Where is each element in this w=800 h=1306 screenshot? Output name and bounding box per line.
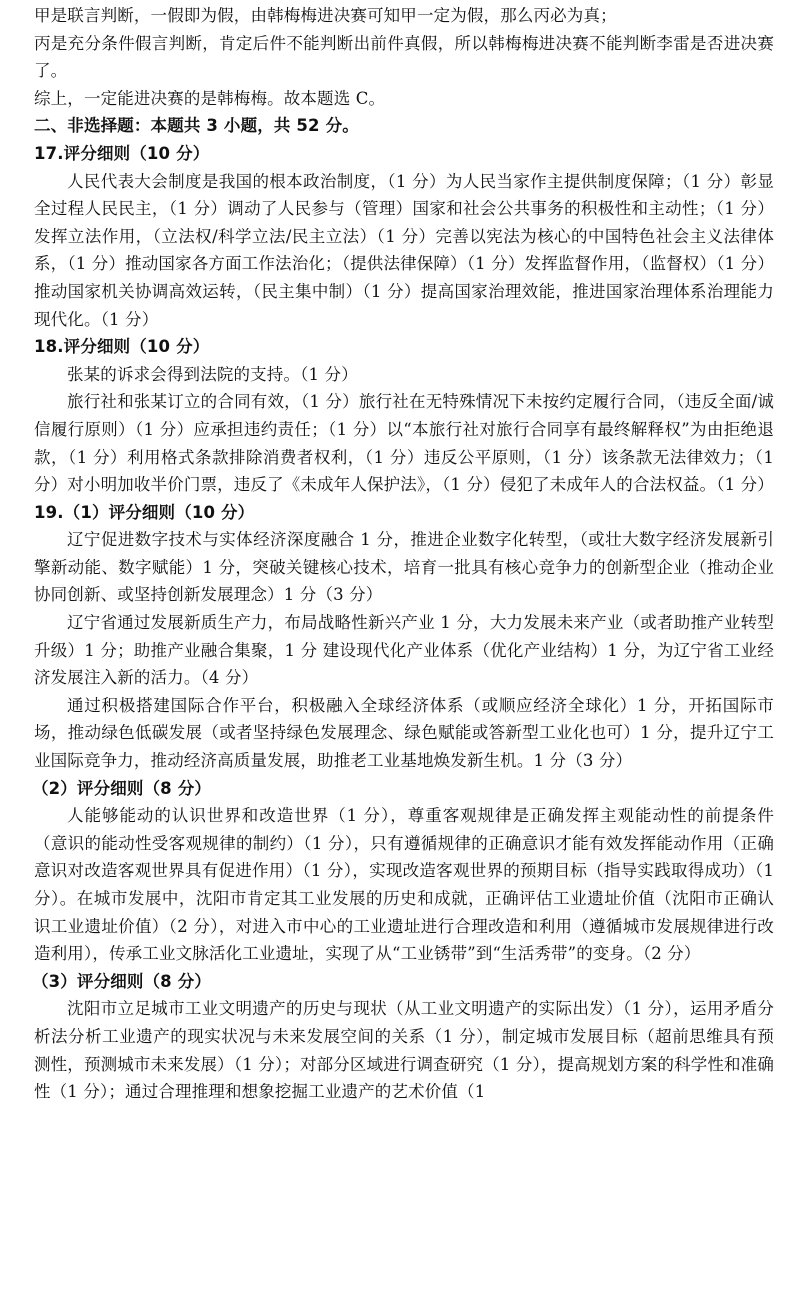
q18-heading: 18.评分细则（10 分）	[34, 337, 210, 357]
q19-part3-heading: （3）评分细则（8 分）	[32, 971, 212, 991]
q19-paragraph-4: 人能够能动的认识世界和改造世界（1 分），尊重客观规律是正确发挥主观能动性的前提条件（意识的能动性受客观规律的制约）（1 分），只有遵循规律的正确意识才能有效发挥能动作用（正确意识对改造客观世界具有促进作用）（1 分），实现改造客观世界的预期目标（指导实践取得成功）（1 分）。在城市发展中，沈阳市肯定其工业发展的历史和成就，正确评估工业遗址价值（沈阳市正确认识工业遗址价值）（2 分），对进入市中心的工业遗址进行合理改造和利用（遵循城市发展规律进行改造利用），传承工业文脉活化工业遗址，实现了从“工业锈带”到“生活秀带”的变身。（2 分）	[34, 806, 774, 964]
q18-paragraph-1: 张某的诉求会得到法院的支持。（1 分）	[67, 364, 358, 384]
answer-line-1: 甲是联言判断，一假即为假，由韩梅梅进决赛可知甲一定为假，那么丙必为真；	[34, 6, 617, 25]
answer-line-2: 丙是充分条件假言判断，肯定后件不能判断出前件真假，所以韩梅梅进决赛不能判断李雷是否进决赛了。	[34, 33, 774, 81]
q19-paragraph-1: 辽宁促进数字技术与实体经济深度融合 1 分，推进企业数字化转型，（或壮大数字经济发展新引擎新动能、数字赋能）1 分，突破关键核心技术，培育一批具有核心竞争力的创新型企业（推动企业协同创新、或坚持创新发展理念）1 分（3 分）	[34, 530, 774, 605]
q19-paragraph-5: 沈阳市立足城市工业文明遗产的历史与现状（从工业文明遗产的实际出发）（1 分），运用矛盾分析法分析工业遗产的现实状况与未来发展空间的关系（1 分），制定城市发展目标（超前思维具有预测性，预测城市未来发展）（1 分）；对部分区域进行调查研究（1 分），提高规划方案的科学性和准确性（1 分）；通过合理推理和想象挖掘工业遗产的艺术价值（1	[34, 999, 774, 1102]
q19-part1-heading: 19.（1）评分细则（10 分）	[34, 502, 255, 522]
q19-part2-heading: （2）评分细则（8 分）	[32, 778, 212, 798]
q19-paragraph-2: 辽宁省通过发展新质生产力，布局战略性新兴产业 1 分，大力发展未来产业（或者助推产业转型升级）1 分；助推产业融合集聚，1 分 建设现代化产业体系（优化产业结构）1 分，为辽宁省工业经济发展注入新的活力。（4 分）	[34, 613, 774, 688]
q18-paragraph-2: 旅行社和张某订立的合同有效，（1 分）旅行社在无特殊情况下未按约定履行合同，（违反全面/诚信履行原则）（1 分）应承担违约责任；（1 分）以“本旅行社对旅行合同享有最终解释权”为由拒绝退款，（1 分）利用格式条款排除消费者权利，（1 分）违反公平原则，（1 分）该条款无法律效力；（1 分）对小明加收半价门票，违反了《未成年人保护法》，（1 分）侵犯了未成年人的合法权益。（1 分）	[34, 392, 774, 495]
q19-paragraph-3: 通过积极搭建国际合作平台，积极融入全球经济体系（或顺应经济全球化）1 分，开拓国际市场，推动绿色低碳发展（或者坚持绿色发展理念、绿色赋能或答新型工业化也可）1 分，提升辽宁工业国际竞争力，推动经济高质量发展，助推老工业基地焕发新生机。1 分（3 分）	[34, 695, 774, 771]
q17-body: 人民代表大会制度是我国的根本政治制度，（1 分）为人民当家作主提供制度保障；（1 分）彰显全过程人民民主，（1 分）调动了人民参与（管理）国家和社会公共事务的积极性和主动性；（1 分）发挥立法作用，（立法权/科学立法/民主立法）（1 分）完善以宪法为核心的中国特色社会主义法律体系，（1 分）推动国家各方面工作法治化；（提供法律保障）（1 分）发挥监督作用，（监督权）（1 分）推动国家机关协调高效运转，（民主集中制）（1 分）提高国家治理效能，推进国家治理体系治理能力现代化。（1 分）	[34, 171, 774, 329]
section-heading: 二、非选择题：本题共 3 小题，共 52 分。	[34, 116, 359, 136]
q17-heading: 17.评分细则（10 分）	[34, 143, 210, 163]
answer-conclusion: 综上，一定能进决赛的是韩梅梅。故本题选 C。	[34, 88, 386, 108]
